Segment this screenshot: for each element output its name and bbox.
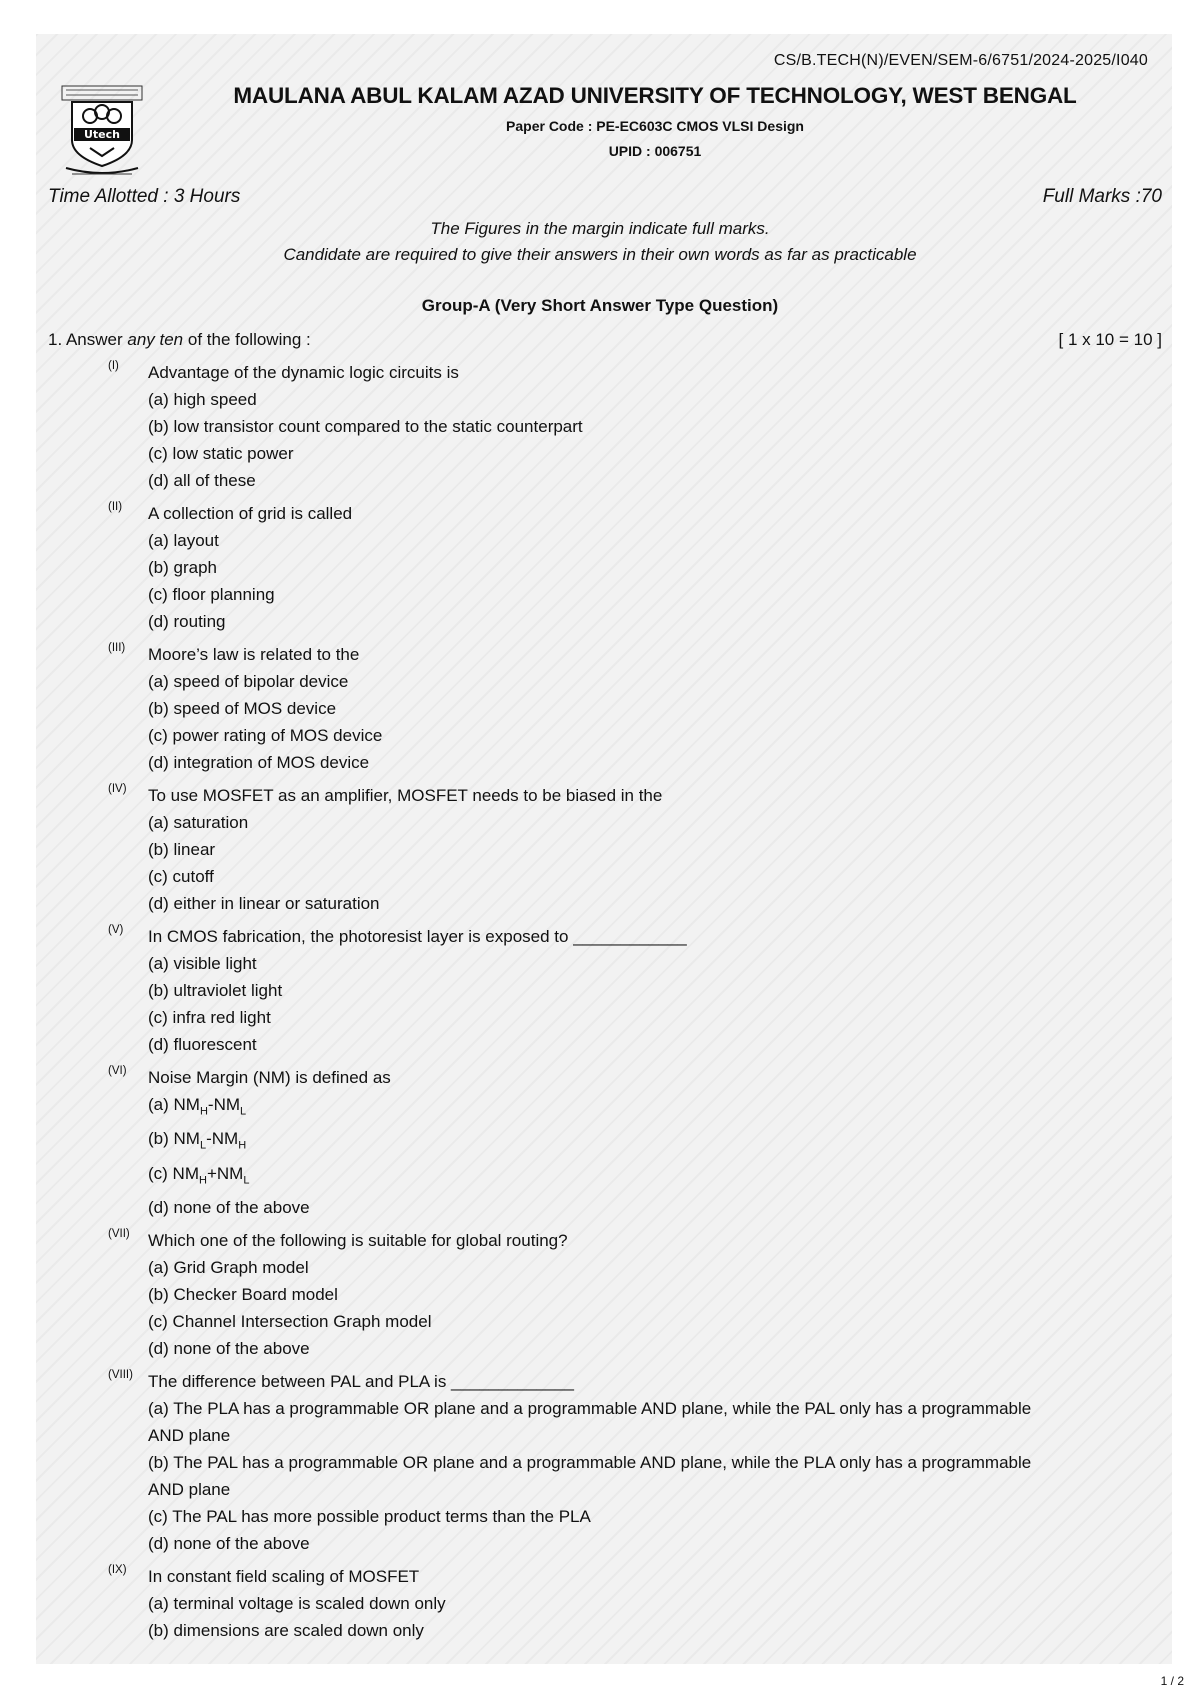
question-i — [0, 359, 1200, 494]
full-marks: Full Marks :70 — [1042, 186, 1162, 207]
option-a: (a) visible light — [148, 954, 257, 973]
option-b — [148, 1125, 1048, 1159]
question-number: (II) — [108, 501, 123, 513]
option-c: (c) cutoff — [148, 867, 214, 886]
option-a-prefix: (a) NM — [148, 1095, 200, 1114]
question-list — [0, 359, 1200, 1650]
logo-text: Utech — [83, 128, 121, 141]
option-c: (c) low static power — [148, 444, 294, 463]
question-text: A collection of grid is called — [148, 504, 353, 523]
question-v — [0, 923, 1200, 1058]
question-number: (VIII) — [108, 1369, 133, 1382]
question-text: The difference between PAL and PLA is _____________ — [148, 1372, 574, 1392]
option-b: (b) ultraviolet light — [148, 981, 283, 1000]
option-c — [148, 1160, 1048, 1194]
question-number: (VI) — [108, 1065, 127, 1077]
university-name: MAULANA ABUL KALAM AZAD UNIVERSITY OF TECHNOLOGY, WEST BENGAL — [233, 83, 1077, 108]
question-1-heading — [48, 330, 311, 350]
question-text: Advantage of the dynamic logic circuits is — [148, 363, 459, 382]
upid: UPID : 006751 — [608, 143, 702, 159]
option-b-prefix: (b) NM — [148, 1129, 200, 1149]
option-d: (d) none of the above — [148, 1534, 310, 1554]
subscript-h: H — [199, 1105, 208, 1118]
option-a: (a) layout — [148, 531, 219, 550]
option-c: (c) Channel Intersection Graph model — [148, 1312, 432, 1332]
question-number: (VII) — [108, 1228, 130, 1241]
option-a: (a) The PLA has a programmable OR plane and a programmable AND plane, while the PAL only has a programmable AND plane — [148, 1399, 1032, 1446]
option-d: (d) none of the above — [148, 1198, 310, 1218]
subscript-l: L — [240, 1105, 247, 1118]
question-vii — [0, 1227, 1200, 1362]
option-d: (d) integration of MOS device — [148, 753, 370, 772]
option-a: (a) saturation — [148, 813, 249, 832]
question-1-marks: [ 1 x 10 = 10 ] — [1058, 330, 1162, 349]
option-a: (a) terminal voltage is scaled down only — [148, 1594, 446, 1614]
question-text: In CMOS fabrication, the photoresist layer is exposed to ____________ — [148, 927, 687, 946]
question-iv — [0, 782, 1200, 917]
option-a-mid: -NM — [207, 1095, 241, 1114]
option-b: (b) Checker Board model — [148, 1285, 338, 1305]
option-a: (a) high speed — [148, 390, 257, 409]
question-number: (V) — [108, 924, 124, 936]
option-d: (d) routing — [148, 612, 226, 631]
question-text: In constant field scaling of MOSFET — [148, 1567, 420, 1587]
option-a — [148, 1091, 1048, 1125]
question-text: Noise Margin (NM) is defined as — [148, 1068, 391, 1087]
q1-suffix: of the following : — [183, 330, 311, 349]
option-d: (d) either in linear or saturation — [148, 894, 380, 913]
question-viii — [0, 1368, 1200, 1557]
option-c: (c) floor planning — [148, 585, 275, 604]
option-c: (c) The PAL has more possible product terms than the PLA — [148, 1507, 591, 1527]
question-text: Which one of the following is suitable for global routing? — [148, 1231, 568, 1251]
option-b: (b) graph — [148, 558, 217, 577]
subscript-h: H — [198, 1174, 207, 1187]
question-vi — [0, 1064, 1200, 1221]
option-b-mid: -NM — [206, 1129, 239, 1149]
instruction-own-words: Candidate are required to give their answers in their own words as far as practicable — [283, 245, 917, 264]
subscript-l: L — [199, 1139, 207, 1152]
option-b: (b) dimensions are scaled down only — [148, 1621, 424, 1641]
group-a-title: Group-A (Very Short Answer Type Question) — [421, 296, 779, 315]
subscript-h: H — [238, 1139, 247, 1152]
subscript-l: L — [243, 1174, 250, 1187]
option-d: (d) all of these — [148, 471, 256, 490]
question-number: (I) — [108, 360, 119, 372]
question-number: (IX) — [108, 1564, 127, 1577]
question-ii — [0, 500, 1200, 635]
option-b: (b) linear — [148, 840, 216, 859]
option-a: (a) speed of bipolar device — [148, 672, 349, 691]
question-iii — [0, 641, 1200, 776]
q1-prefix: 1. Answer — [48, 330, 128, 349]
option-d: (d) none of the above — [148, 1339, 310, 1359]
option-c: (c) infra red light — [148, 1008, 271, 1027]
question-text: Moore’s law is related to the — [148, 645, 360, 664]
option-c: (c) power rating of MOS device — [148, 726, 383, 745]
paper-code: Paper Code : PE-EC603C CMOS VLSI Design — [506, 118, 804, 134]
option-a: (a) Grid Graph model — [148, 1258, 309, 1278]
question-number: (IV) — [108, 783, 127, 795]
option-b: (b) speed of MOS device — [148, 699, 337, 718]
q1-any-ten: any ten — [127, 330, 184, 349]
question-number: (III) — [108, 642, 126, 654]
option-b: (b) The PAL has a programmable OR plane and a programmable AND plane, while the PLA only has a programmable AND plane — [148, 1453, 1032, 1500]
question-ix — [0, 1563, 1200, 1644]
option-c-mid: +NM — [206, 1163, 244, 1183]
option-b: (b) low transistor count compared to the static counterpart — [148, 417, 583, 436]
page-number: 1 / 2 — [1160, 1674, 1184, 1688]
instruction-marks: The Figures in the margin indicate full marks. — [430, 219, 770, 238]
time-allotted: Time Allotted : 3 Hours — [48, 186, 241, 207]
option-c-prefix: (c) NM — [148, 1163, 199, 1183]
document-code: CS/B.TECH(N)/EVEN/SEM-6/6751/2024-2025/I040 — [773, 52, 1148, 69]
option-d: (d) fluorescent — [148, 1035, 257, 1054]
question-text: To use MOSFET as an amplifier, MOSFET needs to be biased in the — [148, 786, 663, 805]
